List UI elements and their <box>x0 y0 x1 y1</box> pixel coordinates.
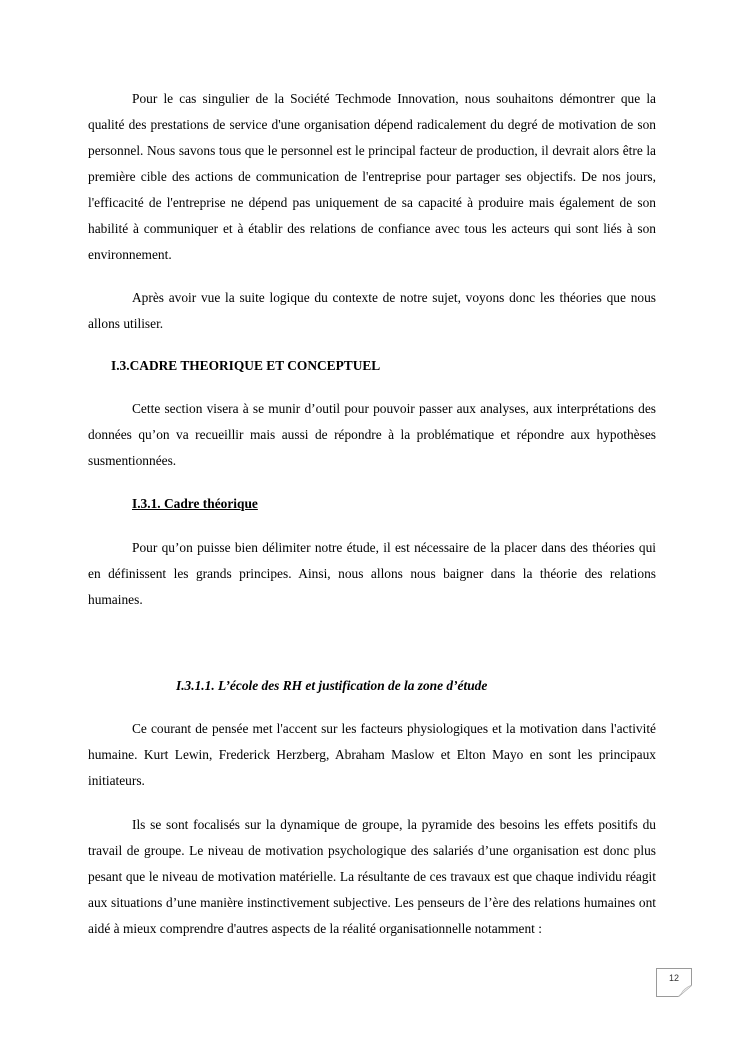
page-number-box <box>656 968 692 997</box>
paragraph-text: Cette section visera à se munir d’outil pour pouvoir passer aux analyses, aux interprétations des données qu’on va recueillir mais aussi de répondre à la problématique et répondre aux hypothèses susmentionnées. <box>88 401 656 468</box>
paragraph-text: Pour le cas singulier de la Société Techmode Innovation, nous souhaitons démontrer que la qualité des prestations de service d'une organisation dépend radicalement du degré de motivation de son personnel. Nous savons tous que le personnel est le principal facteur de production, il devrait alors être la première cible des actions de communication de l'entreprise pour partager ses objectifs. De nos jours, l'efficacité de l'entreprise ne dépend pas uniquement de sa capacité à produire mais également de son habilité à communiquer et à établir des relations de confiance avec tous les acteurs qui sont liés à son environnement. <box>88 91 656 262</box>
paragraph-text: Après avoir vue la suite logique du contexte de notre sujet, voyons donc les théories que nous allons utiliser. <box>88 290 656 331</box>
paragraph-text: Ils se sont focalisés sur la dynamique de groupe, la pyramide des besoins les effets positifs du travail de groupe. Le niveau de motivation psychologique des salariés d’une organisation est donc plus pesant que le niveau de motivation matérielle. La résultante de ces travaux est que chaque individu réagit aux situations d’une manière instinctivement subjective. Les penseurs de l’ère des relations humaines ont aidé à mieux comprendre d'autres aspects de la réalité organisationnelle notamment : <box>88 817 656 936</box>
page-curl-icon <box>678 985 692 997</box>
paragraph-intro <box>88 86 656 268</box>
paragraph-group-dynamics <box>88 812 656 942</box>
paragraph-current-of-thought <box>88 716 656 794</box>
section-heading: I.3.CADRE THEORIQUE ET CONCEPTUEL <box>111 358 381 373</box>
subsubsection-heading: I.3.1.1. L’école des RH et justification de la zone d’étude <box>176 678 488 693</box>
paragraph-text: Pour qu’on puisse bien délimiter notre étude, il est nécessaire de la placer dans des théories qui en définissent les grands principes. Ainsi, nous allons nous baigner dans la théorie des relations humaines. <box>88 540 656 607</box>
paragraph-theory <box>88 535 656 613</box>
paragraph-transition <box>88 285 656 337</box>
page-number: 12 <box>668 973 679 983</box>
paragraph-section-intro <box>88 396 656 474</box>
subsection-heading: I.3.1. Cadre théorique <box>132 496 258 511</box>
paragraph-text: Ce courant de pensée met l'accent sur les facteurs physiologiques et la motivation dans l'activité humaine. Kurt Lewin, Frederick Herzberg, Abraham Maslow et Elton Mayo en sont les principaux initiateurs. <box>88 721 656 788</box>
